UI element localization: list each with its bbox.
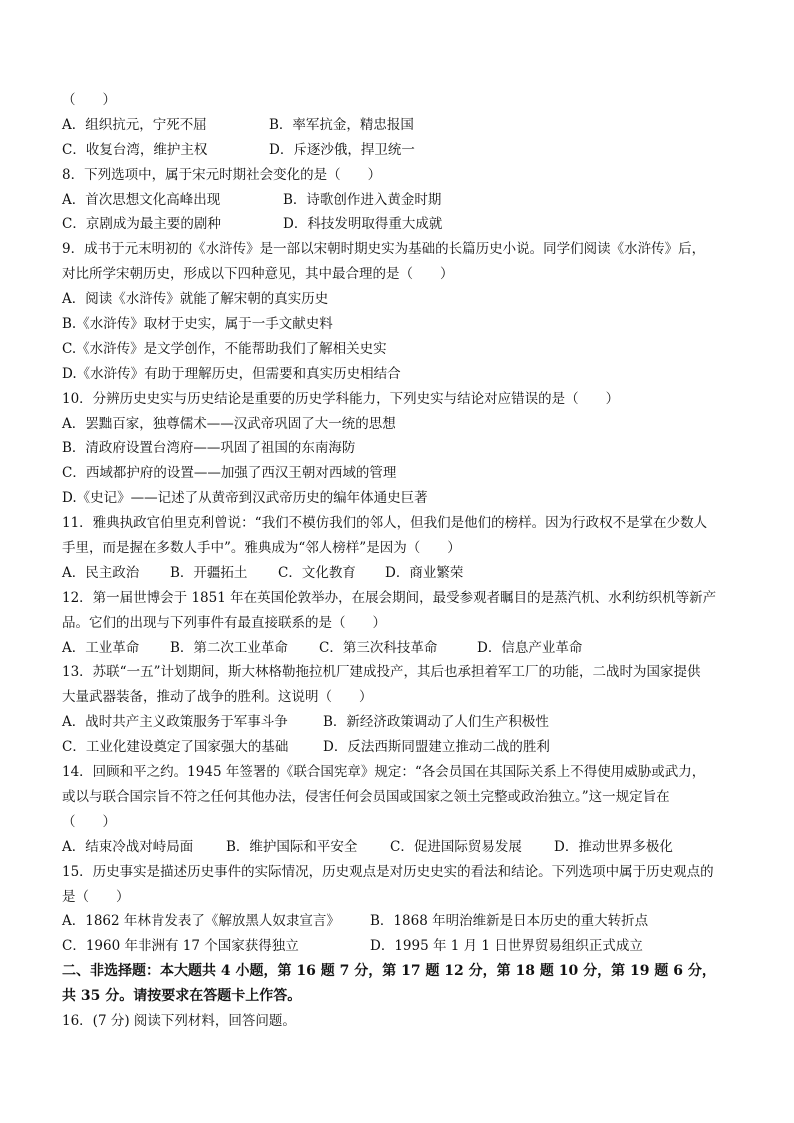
q9-option-c: C.《水浒传》是文学创作，不能帮助我们了解相关史实 bbox=[62, 340, 387, 357]
q7-paren: （ ） bbox=[62, 92, 116, 108]
q9-stem-line-1: 9．成书于元末明初的《水浒传》是一部以宋朝时期史实为基础的长篇历史小说。同学们阅读《水浒传》后， bbox=[62, 241, 706, 258]
q15-option-d: D．1995 年 1 月 1 日世界贸易组织正式成立 bbox=[370, 938, 643, 955]
page-content bbox=[62, 88, 738, 1034]
q12-option-c: C．第三次科技革命 bbox=[319, 639, 438, 656]
q10-stem: 10．分辨历史史实与历史结论是重要的历史学科能力，下列史实与结论对应错误的是（ ） bbox=[62, 390, 620, 407]
q14-stem-line-3: （ ） bbox=[62, 813, 116, 830]
q10-option-c: C．西域都护府的设置——加强了西汉王朝对西域的管理 bbox=[62, 465, 397, 482]
q8-stem: 8．下列选项中，属于宋元时期社会变化的是（ ） bbox=[62, 166, 382, 183]
q13-option-b: B．新经济政策调动了人们生产积极性 bbox=[323, 714, 549, 731]
q7-option-c: C．收复台湾，维护主权 bbox=[62, 141, 208, 158]
q7-option-b: B．率军抗金，精忠报国 bbox=[269, 116, 414, 133]
q10-option-d: D.《史记》——记述了从黄帝到汉武帝历史的编年体通史巨著 bbox=[62, 490, 428, 507]
q13-option-a: A．战时共产主义政策服务于军事斗争 bbox=[62, 714, 288, 731]
q9-option-a: A．阅读《水浒传》就能了解宋朝的真实历史 bbox=[62, 291, 329, 308]
q14-options-row bbox=[62, 835, 738, 860]
q10-option-a: A．罢黜百家，独尊儒术——汉武帝巩固了大一统的思想 bbox=[62, 415, 396, 432]
q15-option-a: A．1862 年林肯发表了《解放黑人奴隶宣言》 bbox=[62, 913, 340, 930]
q16-stem: 16．(7 分) 阅读下列材料，回答问题。 bbox=[62, 1012, 296, 1029]
q8-options-row-1 bbox=[62, 188, 738, 213]
q15-option-c: C．1960 年非洲有 17 个国家获得独立 bbox=[62, 938, 299, 955]
q7-option-a: A．组织抗元，宁死不屈 bbox=[62, 116, 207, 133]
q15-option-b: B．1868 年明治维新是日本历史的重大转折点 bbox=[370, 913, 649, 930]
q13-stem-line-1: 13．苏联“一五”计划期间，斯大林格勒拖拉机厂建成投产，其后也承担着军工厂的功能，二战时为国家提供 bbox=[62, 664, 701, 681]
q7-options-row-2 bbox=[62, 138, 738, 163]
q14-option-d: D．推动世界多极化 bbox=[554, 838, 673, 855]
q15-options-row-1 bbox=[62, 909, 738, 934]
q7-options-row-1 bbox=[62, 113, 738, 138]
q11-option-a: A．民主政治 bbox=[62, 564, 140, 581]
q14-option-a: A．结束冷战对峙局面 bbox=[62, 838, 194, 855]
q14-stem-line-1: 14．回顾和平之约。1945 年签署的《联合国宪章》规定：“各会员国在其国际关系上不得使用威胁或武力， bbox=[62, 764, 706, 781]
section-2-heading-line-2: 共 35 分。请按要求在答题卡上作答。 bbox=[62, 988, 302, 1005]
q15-options-row-2 bbox=[62, 934, 738, 959]
q8-options-row-2 bbox=[62, 212, 738, 237]
q14-stem-line-2: 或以与联合国宗旨不符之任何其他办法，侵害任何会员国或国家之领土完整或政治独立。”这一规定旨在 bbox=[62, 788, 670, 805]
q14-option-c: C．促进国际贸易发展 bbox=[390, 838, 522, 855]
q13-options-row-1 bbox=[62, 710, 738, 735]
q12-option-b: B．第二次工业革命 bbox=[170, 639, 288, 656]
q12-options-row bbox=[62, 636, 738, 661]
q9-option-d: D.《水浒传》有助于理解历史，但需要和真实历史相结合 bbox=[62, 365, 401, 382]
q12-stem-line-2: 品。它们的出现与下列事件有最直接联系的是（ ） bbox=[62, 614, 386, 631]
q11-option-b: B．开疆拓土 bbox=[170, 564, 248, 581]
q15-stem-line-2: 是（ ） bbox=[62, 888, 130, 905]
q12-stem-line-1: 12．第一届世博会于 1851 年在英国伦敦举办，在展会期间，最受参观者瞩目的是蒸汽机、水利纺织机等新产 bbox=[62, 589, 717, 606]
q8-option-d: D．科技发明取得重大成就 bbox=[283, 216, 443, 233]
q13-options-row-2 bbox=[62, 735, 738, 760]
q8-option-a: A．首次思想文化高峰出现 bbox=[62, 191, 221, 208]
q11-option-d: D．商业繁荣 bbox=[385, 564, 464, 581]
q12-option-d: D．信息产业革命 bbox=[477, 639, 583, 656]
q13-stem-line-2: 大量武器装备，推动了战争的胜利。这说明（ ） bbox=[62, 689, 373, 706]
q8-option-c: C．京剧成为最主要的剧种 bbox=[62, 216, 221, 233]
q11-options-row bbox=[62, 561, 738, 586]
q13-option-d: D．反法西斯同盟建立推动二战的胜利 bbox=[323, 739, 550, 756]
section-2-heading-line-1: 二、非选择题：本大题共 4 小题，第 16 题 7 分，第 17 题 12 分，第 18 题 10 分，第 19 题 6 分， bbox=[62, 963, 716, 980]
q14-option-b: B．维护国际和平安全 bbox=[226, 838, 358, 855]
q13-option-c: C．工业化建设奠定了国家强大的基础 bbox=[62, 739, 289, 756]
q12-option-a: A．工业革命 bbox=[62, 639, 140, 656]
q8-option-b: B．诗歌创作进入黄金时期 bbox=[283, 191, 442, 208]
q11-stem-line-1: 11．雅典执政官伯里克利曾说：“我们不模仿我们的邻人，但我们是他们的榜样。因为行政权不是掌在少数人 bbox=[62, 515, 708, 532]
q11-stem-line-2: 手里，而是握在多数人手中”。雅典成为“邻人榜样”是因为（ ） bbox=[62, 540, 461, 557]
q9-stem-line-2: 对比所学宋朝历史，形成以下四种意见，其中最合理的是（ ） bbox=[62, 266, 454, 283]
q7-option-d: D．斥逐沙俄，捍卫统一 bbox=[269, 141, 415, 158]
q10-option-b: B．清政府设置台湾府——巩固了祖国的东南海防 bbox=[62, 440, 356, 457]
q9-option-b: B.《水浒传》取材于史实，属于一手文献史料 bbox=[62, 316, 333, 333]
q11-option-c: C．文化教育 bbox=[278, 564, 356, 581]
q15-stem-line-1: 15．历史事实是描述历史事件的实际情况，历史观点是对历史史实的看法和结论。下列选项中属于历史观点的 bbox=[62, 863, 714, 880]
